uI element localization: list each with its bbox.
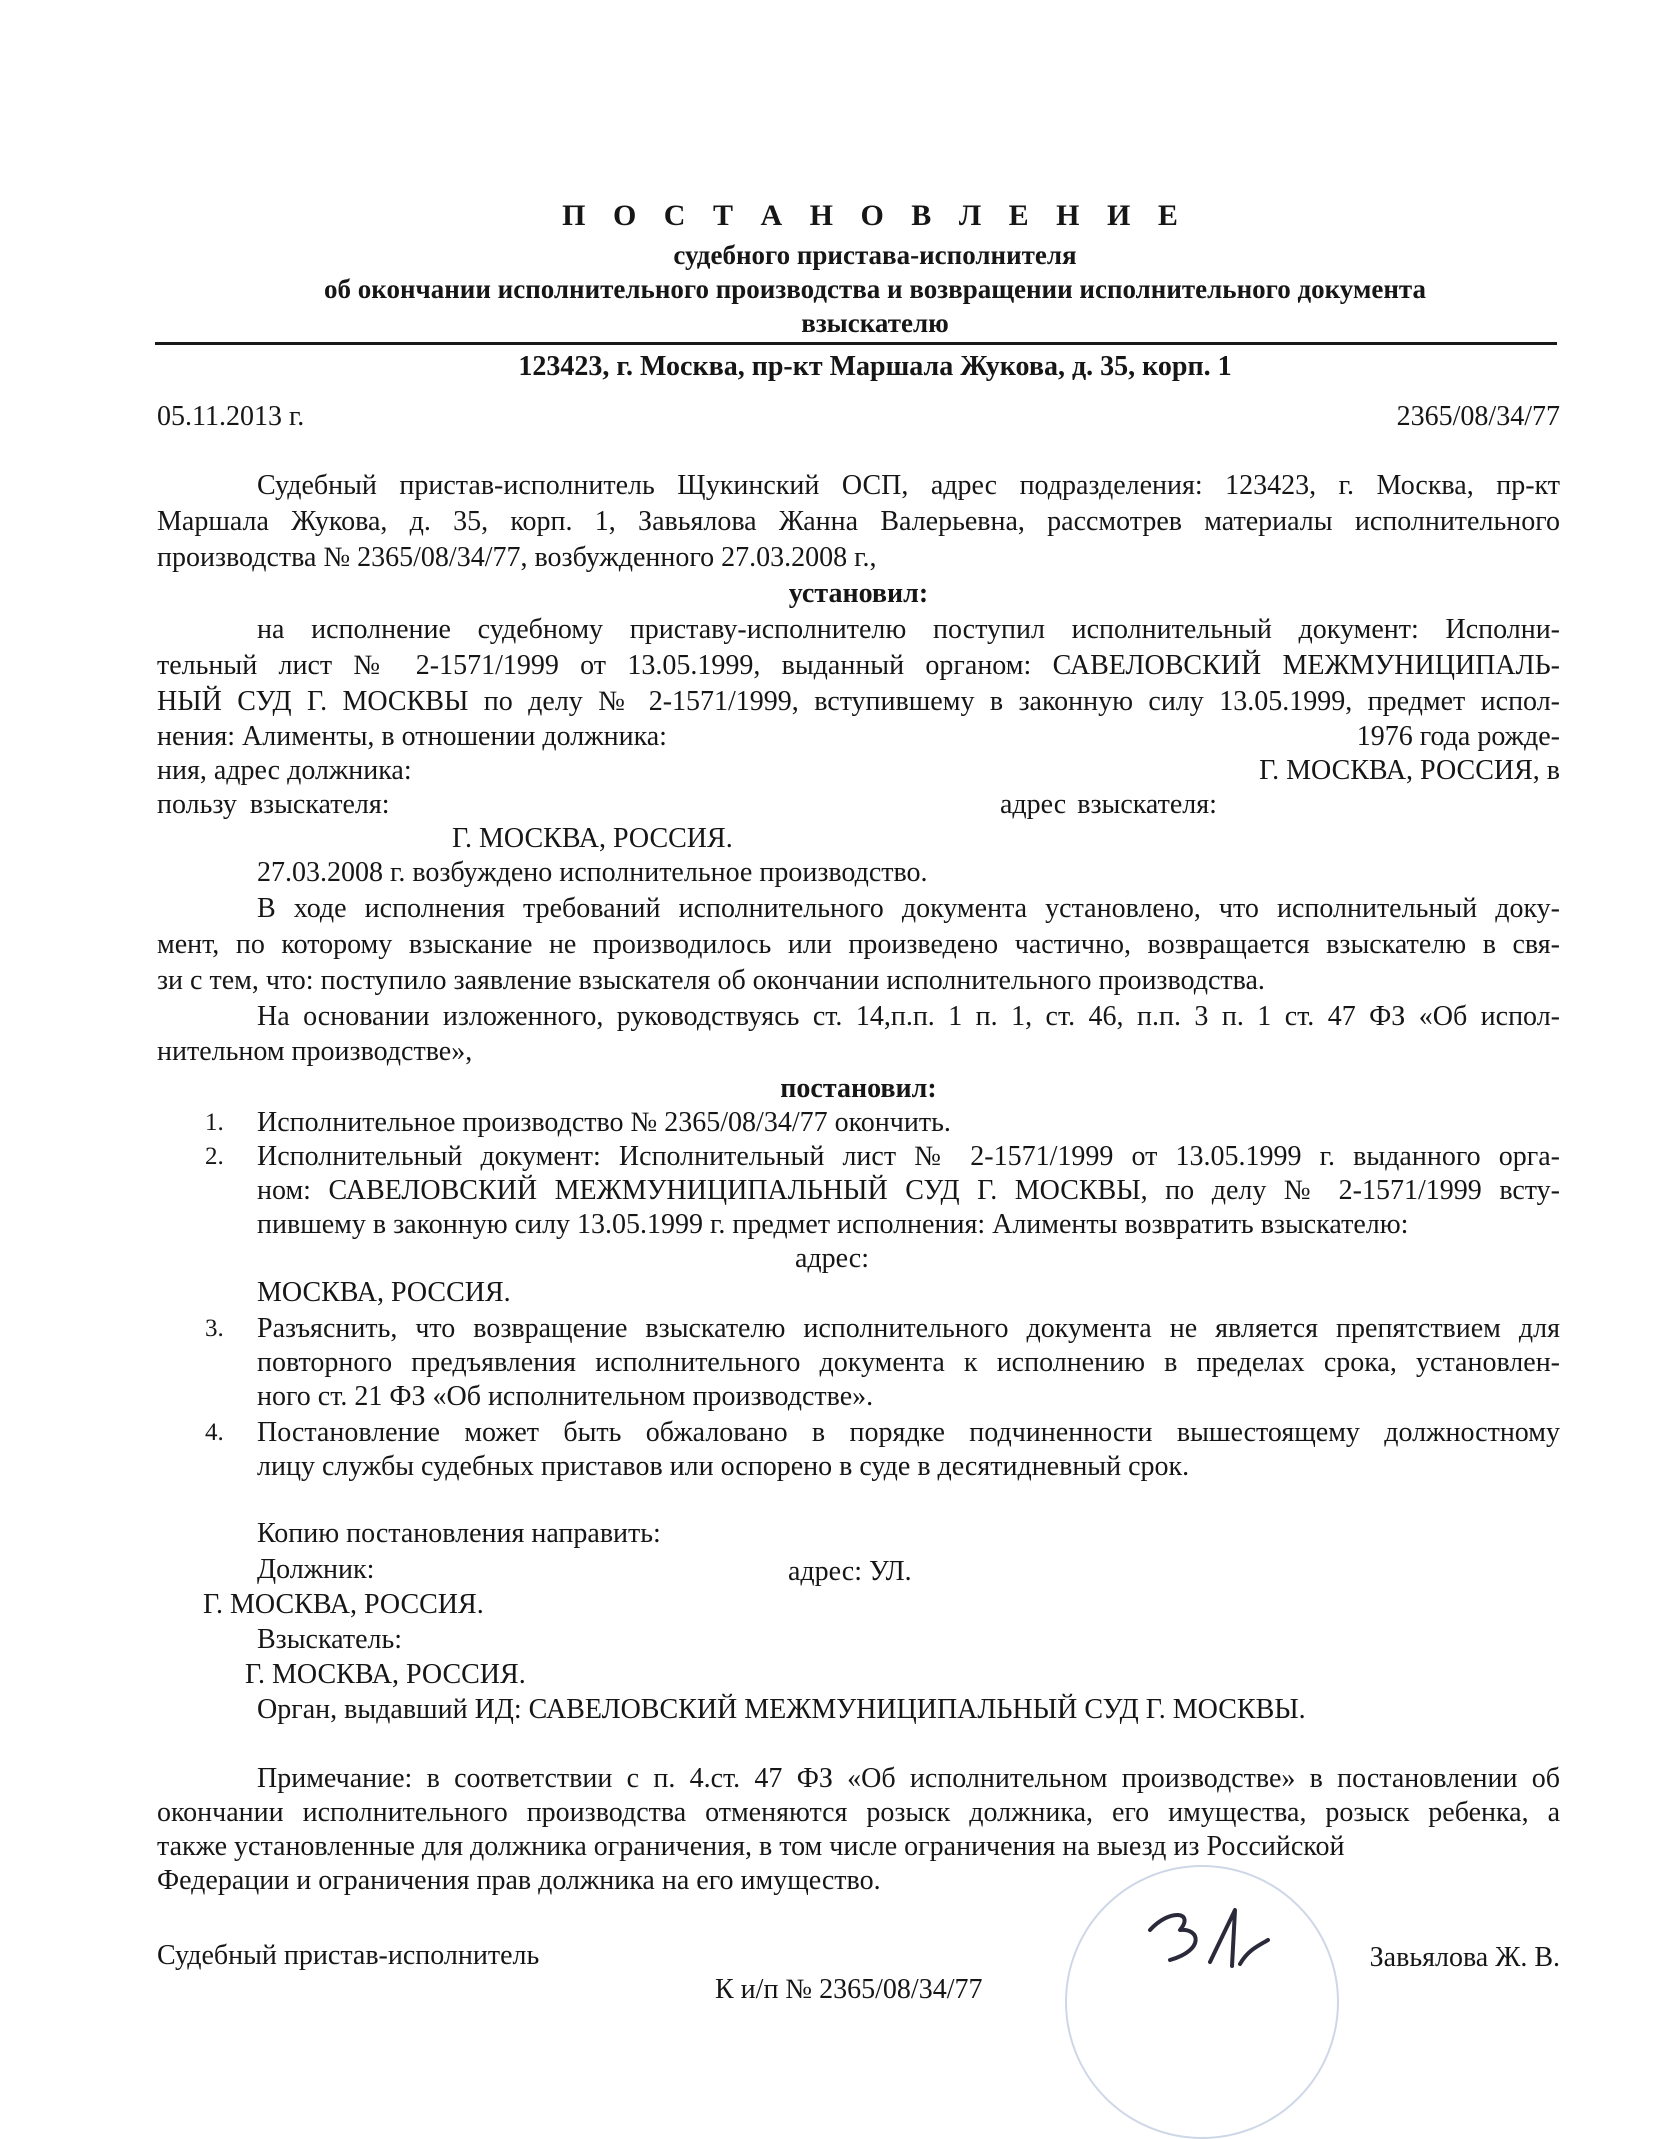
note-line: также установленные для должника ограничения, в том числе ограничения на выезд из Российской xyxy=(157,1831,1345,1862)
list-item-text: Исполнительное производство № 2365/08/34/77 окончить. xyxy=(257,1107,951,1138)
list-item-text: МОСКВА, РОССИЯ. xyxy=(257,1277,511,1308)
copies-claimant-city: Г. МОСКВА, РОССИЯ. xyxy=(245,1659,526,1690)
note-line: Федерации и ограничения прав должника на его имущество. xyxy=(157,1865,881,1896)
established-paragraph: зи с тем, что: поступило заявление взыскателя об окончании исполнительного производства. xyxy=(157,965,1265,996)
document-title: П О С Т А Н О В Л Е Н И Е xyxy=(562,199,1188,232)
copies-claimant-label: Взыскатель: xyxy=(257,1624,403,1655)
footer-position: Судебный пристав-исполнитель xyxy=(157,1940,540,1971)
established-line: НЫЙ СУД Г. МОСКВЫ по делу № 2-1571/1999, вступившему в законную силу 13.05.1999, предмет испол- xyxy=(157,686,1560,717)
established-paragraph: В ходе исполнения требований исполнительного документа установлено, что исполнительный доку- xyxy=(257,893,1560,924)
established-line: 1976 года рожде- xyxy=(1356,721,1560,752)
established-paragraph: На основании изложенного, руководствуясь ст. 14,п.п. 1 п. 1, ст. 46, п.п. 3 п. 1 ст. 47 ФЗ «Об испол- xyxy=(257,1001,1560,1032)
document-subtitle-1: судебного пристава-исполнителя xyxy=(673,240,1077,270)
established-line: адрес взыскателя: xyxy=(1000,789,1217,820)
list-item-text: ном: САВЕЛОВСКИЙ МЕЖМУНИЦИПАЛЬНЫЙ СУД Г. МОСКВЫ, по делу № 2-1571/1999 всту- xyxy=(257,1175,1560,1206)
section-heading-resolved: постановил: xyxy=(780,1073,937,1104)
established-line: на исполнение судебному приставу-исполнителю поступил исполнительный документ: Исполни- xyxy=(257,614,1560,645)
list-item-text: Разъяснить, что возвращение взыскателю исполнительного документа не является препятствием для xyxy=(257,1313,1560,1344)
intro-line: производства № 2365/08/34/77, возбужденного 27.03.2008 г., xyxy=(157,542,877,573)
intro-line: Судебный пристав-исполнитель Щукинский ОСП, адрес подразделения: 123423, г. Москва, пр-кт xyxy=(257,470,1560,501)
established-line: Г. МОСКВА, РОССИЯ, в xyxy=(1259,755,1560,786)
established-paragraph: 27.03.2008 г. возбуждено исполнительное производство. xyxy=(257,857,928,888)
header-divider xyxy=(155,342,1557,345)
list-item-number: 2. xyxy=(205,1143,224,1170)
copies-debtor-city: Г. МОСКВА, РОССИЯ. xyxy=(203,1589,484,1620)
section-heading-established: установил: xyxy=(788,578,929,609)
footer-case-ref: К и/п № 2365/08/34/77 xyxy=(715,1974,983,2005)
signature xyxy=(1140,1900,1280,1980)
office-address: 123423, г. Москва, пр-кт Маршала Жукова, д. 35, корп. 1 xyxy=(518,351,1232,382)
list-item-text: пившему в законную силу 13.05.1999 г. предмет исполнения: Алименты возвратить взыскателю: xyxy=(257,1209,1409,1240)
list-item-text: повторного предъявления исполнительного документа к исполнению в пределах срока, установлен- xyxy=(257,1347,1560,1378)
copies-debtor-address: адрес: УЛ. xyxy=(788,1556,912,1587)
note-line: окончании исполнительного производства отменяются розыск должника, его имущества, розыск ребенка, а xyxy=(157,1797,1560,1828)
list-item-number: 3. xyxy=(205,1315,224,1342)
document-subtitle-2: об окончании исполнительного производства и возвращении исполнительного документа xyxy=(324,274,1426,304)
list-item-text: Исполнительный документ: Исполнительный лист № 2-1571/1999 от 13.05.1999 г. выданного орга- xyxy=(257,1141,1560,1172)
established-line: Г. МОСКВА, РОССИЯ. xyxy=(452,823,733,854)
list-item-number: 4. xyxy=(205,1419,224,1446)
copies-heading: Копию постановления направить: xyxy=(257,1518,661,1549)
list-item-text: адрес: xyxy=(795,1243,870,1274)
list-item-text: ного ст. 21 ФЗ «Об исполнительном производстве». xyxy=(257,1381,874,1412)
copies-debtor-label: Должник: xyxy=(257,1554,375,1585)
intro-line: Маршала Жукова, д. 35, корп. 1, Завьялова Жанна Валерьевна, рассмотрев материалы исполнительного xyxy=(157,506,1560,537)
copies-issuer: Орган, выдавший ИД: САВЕЛОВСКИЙ МЕЖМУНИЦИПАЛЬНЫЙ СУД Г. МОСКВЫ. xyxy=(257,1694,1306,1725)
note-line: Примечание: в соответствии с п. 4.ст. 47 ФЗ «Об исполнительном производстве» в постановлении об xyxy=(257,1763,1560,1794)
list-item-number: 1. xyxy=(205,1109,224,1136)
document-date: 05.11.2013 г. xyxy=(157,401,305,432)
established-line: пользу взыскателя: xyxy=(157,789,390,820)
established-line: нения: Алименты, в отношении должника: xyxy=(157,721,667,752)
established-line: тельный лист № 2-1571/1999 от 13.05.1999, выданный органом: САВЕЛОВСКИЙ МЕЖМУНИЦИПАЛЬ- xyxy=(157,650,1560,681)
established-paragraph: мент, по которому взыскание не производилось или произведено частично, возвращается взыскателю в свя- xyxy=(157,929,1560,960)
list-item-text: Постановление может быть обжаловано в порядке подчиненности вышестоящему должностному xyxy=(257,1417,1560,1448)
established-paragraph: нительном производстве», xyxy=(157,1036,473,1067)
document-subtitle-3: взыскателю xyxy=(801,308,949,338)
established-line: ния, адрес должника: xyxy=(157,755,412,786)
list-item-text: лицу службы судебных приставов или оспорено в суде в десятидневный срок. xyxy=(257,1451,1190,1482)
footer-name: Завьялова Ж. В. xyxy=(1369,1942,1560,1973)
case-number: 2365/08/34/77 xyxy=(1396,401,1560,432)
